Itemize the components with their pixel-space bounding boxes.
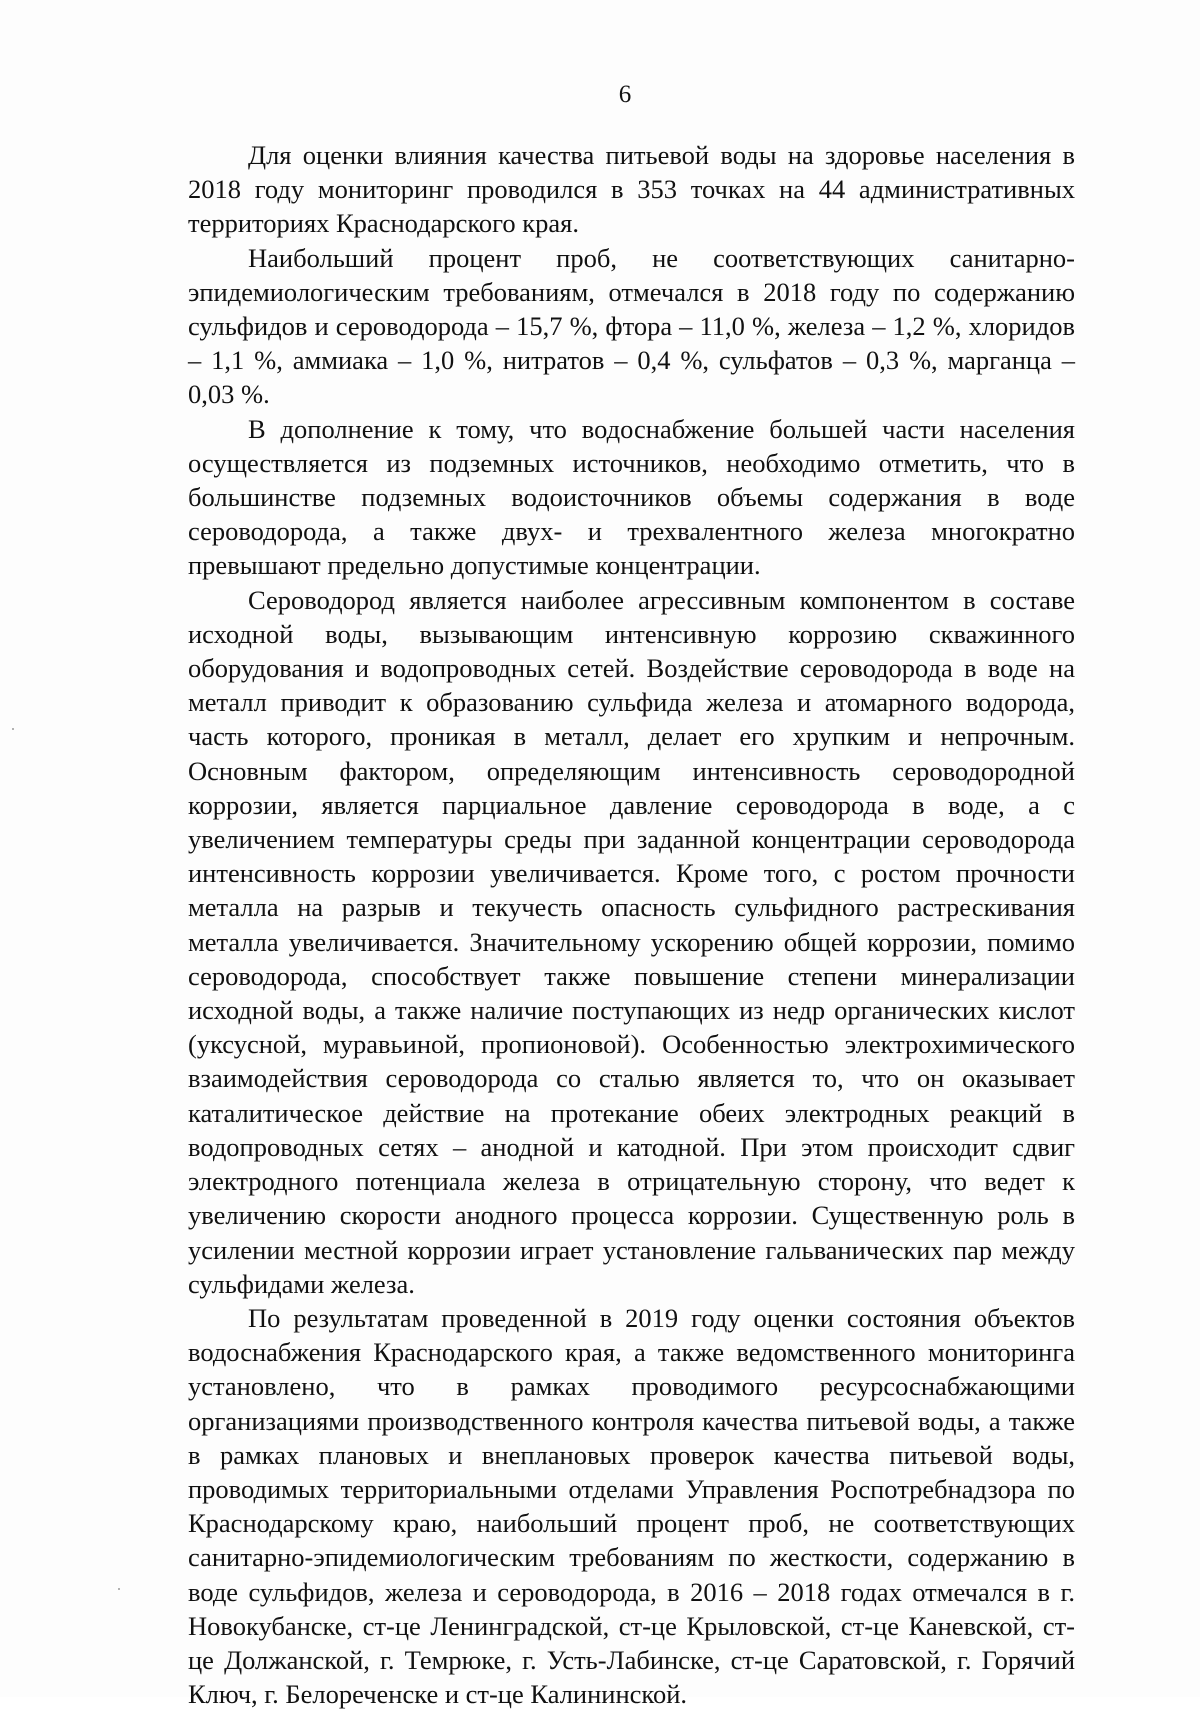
scan-speck [118,1588,120,1590]
paragraph-hydrogen-sulfide-corrosion: Сероводород является наиболее агрессивным компонентом в составе исходной воды, вызывающим интенсивную коррозию скважинного оборудования и водопроводных сетей. Воздействие сероводорода в воде на металл приводит к образованию сульфида железа и атомарного водорода, часть которого, проникая в металл, делает его хрупким и непрочным. Основным фактором, определяющим интенсивность сероводородной коррозии, является парциальное давление сероводорода в воде, а с увеличением температуры среды при заданной концентрации сероводорода интенсивность коррозии увеличивается. Кроме того, с ростом прочности металла на разрыв и текучесть опасность сульфидного растрескивания металла увеличивается. Значительному ускорению общей коррозии, помимо сероводорода, способствует также повышение степени минерализации исходной воды, а также наличие поступающих из недр органических кислот (уксусной, муравьиной, пропионовой). Особенностью электрохимического взаимодействия сероводорода со сталью является то, что он оказывает каталитическое действие на протекание обеих электродных реакций в водопроводных сетях – анодной и катодной. При этом происходит сдвиг электродного потенциала железа в отрицательную сторону, что ведет к увеличению скорости анодного процесса коррозии. Существенную роль в усилении местной коррозии играет установление гальванических пар между сульфидами железа. [188,584,1075,1299]
document-body [188,138,1075,1711]
paragraph-sample-percentages: Наибольший процент проб, не соответствующих санитарно-эпидемиологическим требованиям, отмечался в 2018 году по содержанию сульфидов и сероводорода – 15,7 %, фтора – 11,0 %, железа – 1,2 %, хлоридов – 1,1 %, аммиака – 1,0 %, нитратов – 0,4 %, сульфатов – 0,3 %, марганца – 0,03 %. [188,242,1075,410]
page-number: 6 [618,81,632,108]
paragraph-groundwater: В дополнение к тому, что водоснабжение большей части населения осуществляется из подземных источников, необходимо отметить, что в большинстве подземных водоисточников объемы содержания в воде сероводорода, а также двух- и трехвалентного железа многократно превышают предельно допустимые концентрации. [188,413,1075,581]
paragraph-assessment-results: По результатам проведенной в 2019 году оценки состояния объектов водоснабжения Краснодарского края, а также ведомственного мониторинга установлено, что в рамках проводимого ресурсоснабжающими организациями производственного контроля качества питьевой воды, а также в рамках плановых и внеплановых проверок качества питьевой воды, проводимых территориальными отделами Управления Роспотребнадзора по Краснодарскому краю, наибольший процент проб, не соответствующих санитарно-эпидемиологическим требованиям по жесткости, содержанию в воде сульфидов, железа и сероводорода, в 2016 – 2018 годах отмечался в г. Новокубанске, ст-це Ленинградской, ст-це Крыловской, ст-це Каневской, ст-це Должанской, г. Темрюке, г. Усть-Лабинске, ст-це Саратовской, г. Горячий Ключ, г. Белореченске и ст-це Калининской. [188,1302,1075,1710]
scan-speck [12,728,14,730]
paragraph-monitoring: Для оценки влияния качества питьевой воды на здоровье населения в 2018 году мониторинг проводился в 353 точках на 44 административных территориях Краснодарского края. [188,140,1075,239]
